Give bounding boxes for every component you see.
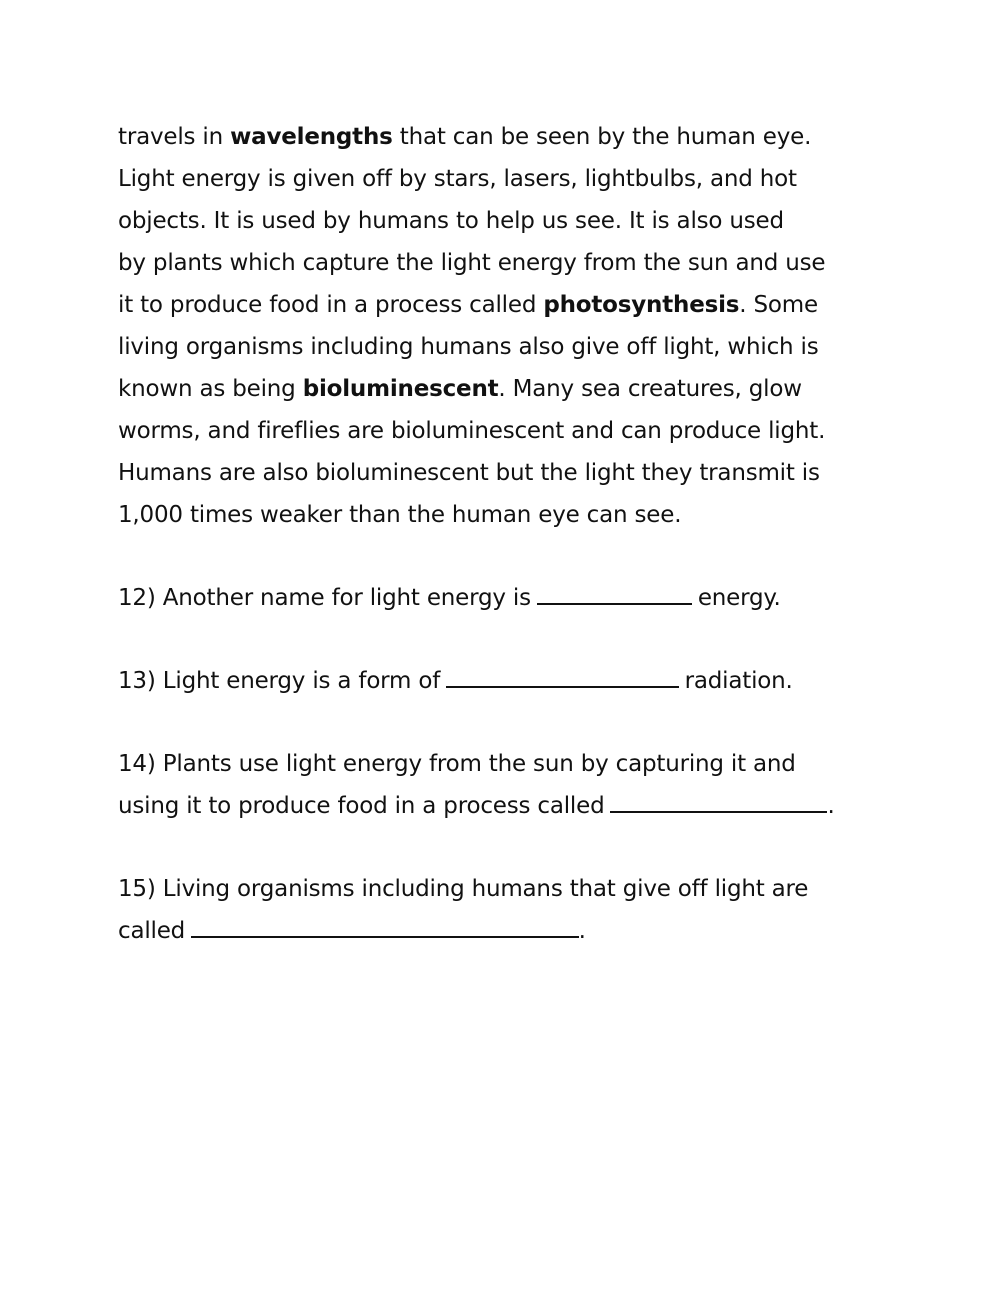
passage-line (118, 494, 898, 536)
question-text: Plants use light energy from the sun by capturing it and (162, 751, 796, 777)
question-12 (118, 577, 898, 619)
question-text: . (578, 918, 586, 944)
passage-line (118, 452, 898, 494)
question-text: Another name for light energy is (162, 585, 531, 611)
question-number: 15) (118, 876, 156, 902)
passage-text: worms, and fireflies are bioluminescent and can produce light. (118, 418, 826, 444)
passage-text: objects. It is used by humans to help us see. It is also used (118, 208, 784, 234)
question-line (118, 868, 898, 910)
answer-blank[interactable] (191, 914, 579, 938)
passage-line (118, 284, 898, 326)
answer-blank[interactable] (446, 664, 679, 688)
question-text: . (827, 793, 835, 819)
key-term: wavelengths (230, 124, 393, 150)
question-text: called (118, 918, 186, 944)
question-number: 14) (118, 751, 156, 777)
passage-text: that can be seen by the human eye. (392, 124, 812, 150)
passage-text: living organisms including humans also give off light, which is (118, 334, 819, 360)
passage-line (118, 242, 898, 284)
passage-text: known as being (118, 376, 303, 402)
question-text: Living organisms including humans that give off light are (162, 876, 809, 902)
question-line (118, 743, 898, 785)
passage-text: Humans are also bioluminescent but the light they transmit is (118, 460, 820, 486)
question-13 (118, 660, 898, 702)
passage-text: Light energy is given off by stars, lasers, lightbulbs, and hot (118, 166, 797, 192)
passage-line (118, 200, 898, 242)
question-15 (118, 868, 898, 952)
answer-blank[interactable] (610, 789, 827, 813)
passage-text: by plants which capture the light energy from the sun and use (118, 250, 826, 276)
passage-line (118, 158, 898, 200)
key-term: photosynthesis (543, 292, 740, 318)
passage-text: it to produce food in a process called (118, 292, 544, 318)
question-text: Light energy is a form of (162, 668, 441, 694)
passage-text: . Many sea creatures, glow (498, 376, 802, 402)
passage-line (118, 368, 898, 410)
key-term: bioluminescent (302, 376, 499, 402)
question-line (118, 785, 898, 827)
question-number: 13) (118, 668, 156, 694)
reading-passage (118, 116, 898, 536)
answer-blank[interactable] (537, 581, 692, 605)
question-list (118, 577, 898, 952)
question-text: using it to produce food in a process called (118, 793, 605, 819)
worksheet-page (118, 116, 898, 952)
passage-line (118, 410, 898, 452)
question-14 (118, 743, 898, 827)
passage-text: . Some (739, 292, 818, 318)
passage-line (118, 116, 898, 158)
question-number: 12) (118, 585, 156, 611)
question-text: energy. (697, 585, 781, 611)
question-text: radiation. (684, 668, 793, 694)
question-line (118, 910, 898, 952)
passage-text: 1,000 times weaker than the human eye can see. (118, 502, 682, 528)
question-line (118, 577, 898, 619)
passage-text: travels in (118, 124, 231, 150)
question-line (118, 660, 898, 702)
passage-line (118, 326, 898, 368)
